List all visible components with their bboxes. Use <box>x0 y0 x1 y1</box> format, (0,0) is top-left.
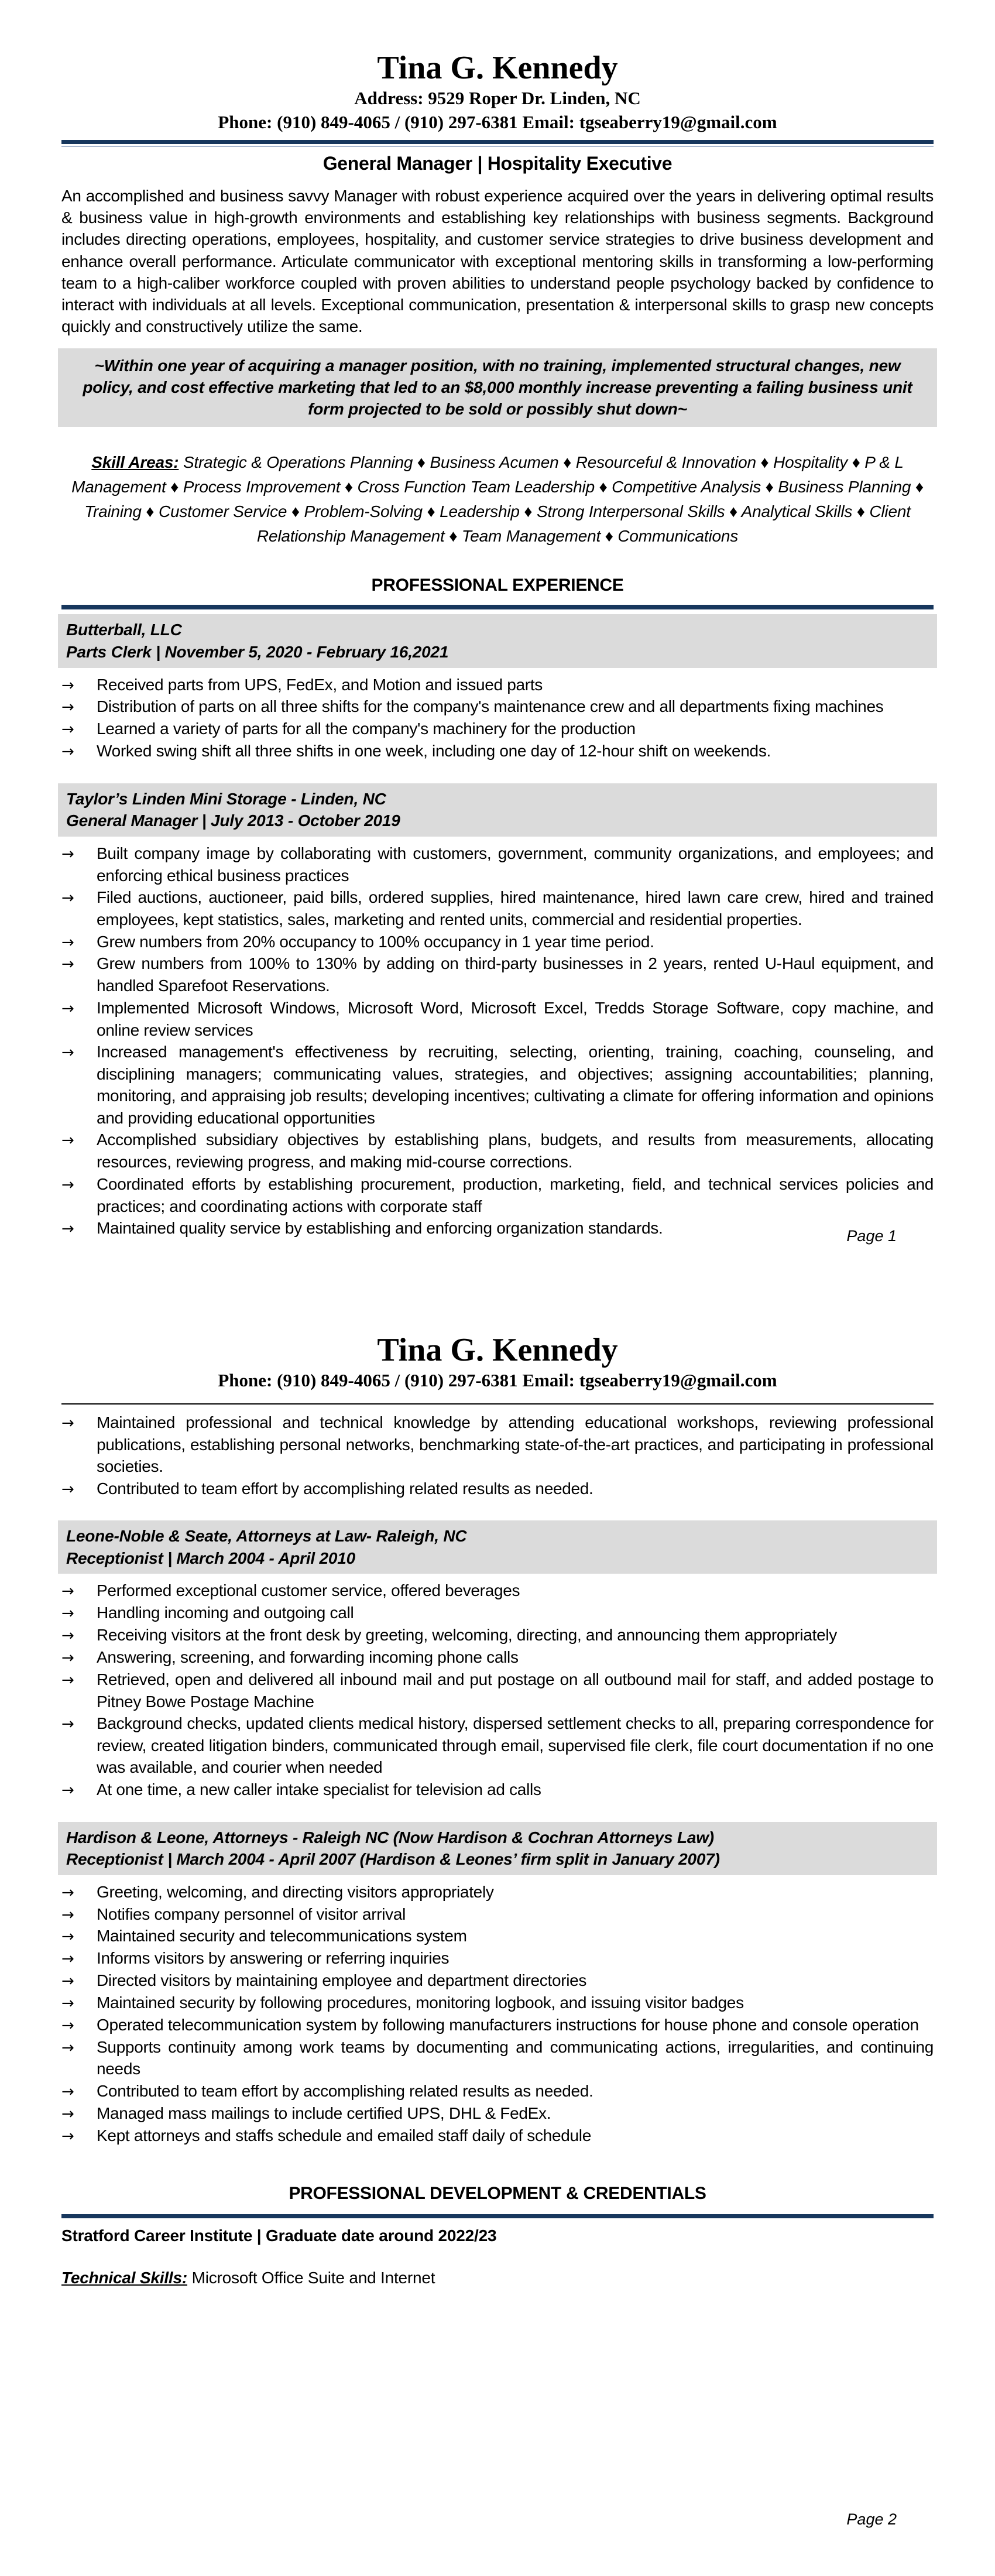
credentials-divider <box>61 2214 934 2218</box>
skills-list: Strategic & Operations Planning ♦ Business Acumen ♦ Resourceful & Innovation ♦ Hospitality ♦ P & L Management ♦ Process Improvement ♦ Cross Function Team Leadership ♦ Competitive Analysis ♦ Business Planning ♦ Training ♦ Customer Service ♦ Problem-Solving ♦ Leadership ♦ Strong Interpersonal Skills ♦ Analytical Skills ♦ Client Relationship Management ♦ Team Management ♦ Communications <box>71 453 924 546</box>
bullet-text: Received parts from UPS, FedEx, and Motion and issued parts <box>97 675 543 694</box>
bullet-text: Handling incoming and outgoing call <box>97 1604 354 1622</box>
arrow-bullet-icon: → <box>61 1414 74 1432</box>
arrow-bullet-icon: → <box>61 743 74 761</box>
bullet-text: Greeting, welcoming, and directing visitors appropriately <box>97 1882 494 1901</box>
job-header <box>58 1822 937 1875</box>
skill-areas-label: Skill Areas: <box>91 453 179 472</box>
bullet-item <box>61 997 934 1041</box>
page-1-footer: Page 1 <box>846 1227 897 1245</box>
credential-line: Stratford Career Institute | Graduate date around 2022/23 <box>61 2226 497 2245</box>
arrow-bullet-icon: → <box>61 1906 74 1924</box>
bullet-item <box>61 1712 934 1779</box>
job-role: Parts Clerk | November 5, 2020 - February 16,2021 <box>66 643 449 661</box>
page-2-header-divider <box>61 1403 934 1405</box>
bullet-item <box>61 1992 934 2014</box>
bullet-item <box>61 1646 934 1669</box>
arrow-bullet-icon: → <box>61 1671 74 1689</box>
bullet-text: Maintained security and telecommunications system <box>97 1927 467 1945</box>
technical-skills-value: Microsoft Office Suite and Internet <box>187 2269 435 2287</box>
bullet-text: Distribution of parts on all three shifts for the company's maintenance crew and all departments fixing machines <box>97 697 884 716</box>
job-bullets <box>61 674 934 762</box>
arrow-bullet-icon: → <box>61 2127 74 2145</box>
arrow-bullet-icon: → <box>61 1649 74 1667</box>
page-1-content <box>0 49 995 1239</box>
arrow-bullet-icon: → <box>61 1715 74 1734</box>
address-line: Address: 9529 Roper Dr. Linden, NC <box>354 88 641 109</box>
bullet-text: Maintained quality service by establishing and enforcing organization standards. <box>97 1219 663 1238</box>
job-section <box>61 614 934 762</box>
bullet-item <box>61 1925 934 1947</box>
bullet-text: Accomplished subsidiary objectives by establishing plans, budgets, and results from measurements, allocating resources, reviewing progress, and making mid-course corrections. <box>97 1131 934 1171</box>
carryover-bullets <box>61 1412 934 1500</box>
bullet-text: Answering, screening, and forwarding incoming phone calls <box>97 1647 519 1666</box>
job-company: Hardison & Leone, Attorneys - Raleigh NC (Now Hardison & Cochran Attorneys Law) <box>66 1828 714 1847</box>
bullet-text: Grew numbers from 20% occupancy to 100% occupancy in 1 year time period. <box>97 932 654 951</box>
arrow-bullet-icon: → <box>61 676 74 694</box>
job-role: Receptionist | March 2004 - April 2007 (Hardison & Leones’ firm split in January 2007) <box>66 1850 720 1869</box>
page-2-title: Tina G. Kennedy <box>377 1332 618 1368</box>
page-2-footer: Page 2 <box>846 2510 897 2528</box>
bullet-text: Supports continuity among work teams by documenting and communicating actions, irregularities, and continuing needs <box>97 2037 934 2078</box>
arrow-bullet-icon: → <box>61 2039 74 2057</box>
summary-paragraph: An accomplished and business savvy Manager with robust experience acquired over the years in delivering optimal results & business value in high-growth environments and establishing key relationships with business segments. Background includes directing operations, employees, hospitality, and customer service strategies to drive business development and enhance overall performance. Articulate communicator with exceptional mentoring skills in transforming a low-performing team to a high-caliber workforce coupled with proven abilities to understand people psychology backed by confidence to interact with individuals at all levels. Exceptional communication, presentation & interpersonal skills to grasp new concepts quickly and constructively utilize the same. <box>61 186 934 336</box>
arrow-bullet-icon: → <box>61 1781 74 1799</box>
bullet-text: Managed mass mailings to include certified UPS, DHL & FedEx. <box>97 2104 551 2122</box>
bullet-item <box>61 931 934 953</box>
bullet-item <box>61 1881 934 1903</box>
page-2-phone-email-line: Phone: (910) 849-4065 / (910) 297-6381 Email: tgseaberry19@gmail.com <box>218 1370 777 1391</box>
page-title: Tina G. Kennedy <box>377 50 618 86</box>
arrow-bullet-icon: → <box>61 1176 74 1194</box>
bullet-text: Contributed to team effort by accomplishing related results as needed. <box>97 1479 593 1498</box>
job-company: Butterball, LLC <box>66 621 182 639</box>
job-bullets <box>61 1580 934 1800</box>
arrow-bullet-icon: → <box>61 1950 74 1968</box>
bullet-text: Notifies company personnel of visitor arrival <box>97 1904 406 1923</box>
bullet-item <box>61 953 934 996</box>
bullet-item <box>61 1947 934 1969</box>
job-header <box>58 783 937 837</box>
bullet-item <box>61 674 934 696</box>
bullet-item <box>61 886 934 930</box>
arrow-bullet-icon: → <box>61 889 74 907</box>
arrow-bullet-icon: → <box>61 698 74 717</box>
job-header <box>58 614 937 667</box>
arrow-bullet-icon: → <box>61 933 74 951</box>
bullet-text: Learned a variety of parts for all the company's machinery for the production <box>97 720 636 738</box>
bullet-item <box>61 718 934 740</box>
job-company: Leone-Noble & Seate, Attorneys at Law- Raleigh, NC <box>66 1527 467 1546</box>
bullet-text: Background checks, updated clients medical history, dispersed settlement checks to all, preparing correspondence for review, created litigation binders, communicated through email, supervised file clerk, file court documentation if no one was available, and courier when needed <box>97 1714 934 1777</box>
bullet-item <box>61 2036 934 2080</box>
job-section <box>61 1822 934 2147</box>
job-section <box>61 1520 934 1800</box>
bullet-item <box>61 2014 934 2036</box>
bullet-item <box>61 1478 934 1500</box>
arrow-bullet-icon: → <box>61 845 74 863</box>
bullet-item <box>61 2102 934 2125</box>
arrow-bullet-icon: → <box>61 1994 74 2012</box>
technical-skills <box>61 2269 934 2287</box>
experience-heading: PROFESSIONAL EXPERIENCE <box>371 576 624 595</box>
bullet-text: Informs visitors by answering or referring inquiries <box>97 1949 450 1968</box>
arrow-bullet-icon: → <box>61 1044 74 1062</box>
job-section <box>61 783 934 1239</box>
jobs-page-2 <box>61 1520 934 2146</box>
arrow-bullet-icon: → <box>61 955 74 974</box>
bullet-item <box>61 2080 934 2102</box>
skill-areas <box>61 450 934 549</box>
job-header <box>58 1520 937 1574</box>
bullet-item <box>61 1580 934 1602</box>
bullet-item <box>61 1779 934 1801</box>
bullet-text: Receiving visitors at the front desk by greeting, welcoming, directing, and announcing them appropriately <box>97 1626 837 1645</box>
bullet-text: Retrieved, open and delivered all inbound mail and put postage on all outbound mail for staff, and added postage to Pitney Bowe Postage Machine <box>97 1670 934 1711</box>
arrow-bullet-icon: → <box>61 1605 74 1623</box>
bullet-text: Directed visitors by maintaining employee and department directories <box>97 1971 587 1990</box>
job-bullets <box>61 1881 934 2147</box>
bullet-item <box>61 1602 934 1624</box>
bullet-text: Maintained security by following procedures, monitoring logbook, and issuing visitor badges <box>97 1993 744 2012</box>
bullet-item <box>61 1969 934 1992</box>
bullet-text: Filed auctions, auctioneer, paid bills, ordered supplies, hired maintenance, hired lawn care crew, hired and trained employees, kept statistics, sales, marketing and rented units, commercial and residential properties. <box>97 888 934 929</box>
arrow-bullet-icon: → <box>61 1883 74 1902</box>
bullet-text: Implemented Microsoft Windows, Microsoft Word, Microsoft Excel, Tredds Storage Software, copy machine, and online review services <box>97 998 934 1039</box>
bullet-text: Increased management's effectiveness by recruiting, selecting, orienting, training, coaching, counseling, and disciplining managers; communicating values, strategies, and objectives; assigning accountabilities; planning, monitoring, and appraising job results; developing incentives; cultivating a climate for offering information and opinions and providing educational opportunities <box>97 1043 934 1127</box>
job-role: General Manager | July 2013 - October 2019 <box>66 811 400 830</box>
bullet-item <box>61 1173 934 1217</box>
header-divider <box>61 140 934 147</box>
technical-skills-label: Technical Skills: <box>61 2269 187 2287</box>
bullet-item <box>61 1412 934 1478</box>
experience-divider <box>61 605 934 609</box>
bullet-item <box>61 1624 934 1646</box>
bullet-item <box>61 1129 934 1173</box>
bullet-item <box>61 1217 934 1239</box>
job-role: Receptionist | March 2004 - April 2010 <box>66 1549 356 1567</box>
phone-email-line: Phone: (910) 849-4065 / (910) 297-6381 Email: tgseaberry19@gmail.com <box>218 111 777 132</box>
arrow-bullet-icon: → <box>61 1220 74 1238</box>
arrow-bullet-icon: → <box>61 1480 74 1498</box>
professional-title: General Manager | Hospitality Executive <box>322 152 673 174</box>
arrow-bullet-icon: → <box>61 1132 74 1150</box>
bullet-item <box>61 1041 934 1129</box>
bullet-text: At one time, a new caller intake specialist for television ad calls <box>97 1780 541 1799</box>
arrow-bullet-icon: → <box>61 2082 74 2101</box>
page-1 <box>0 0 995 1239</box>
arrow-bullet-icon: → <box>61 1928 74 1946</box>
bullet-text: Coordinated efforts by establishing procurement, production, marketing, field, and technical services policies and practices; and coordinating actions with corporate staff <box>97 1174 934 1215</box>
page-2 <box>0 1331 995 2287</box>
bullet-text: Built company image by collaborating with customers, government, community organizations, and employees; and enforcing ethical business practices <box>97 844 934 885</box>
arrow-bullet-icon: → <box>61 2016 74 2034</box>
bullet-item <box>61 696 934 718</box>
bullet-text: Performed exceptional customer service, offered beverages <box>97 1581 520 1600</box>
arrow-bullet-icon: → <box>61 1627 74 1645</box>
bullet-item <box>61 842 934 886</box>
arrow-bullet-icon: → <box>61 1582 74 1601</box>
bullet-text: Grew numbers from 100% to 130% by adding on third-party businesses in 2 years, rented U-Haul equipment, and handled Sparefoot Reservations. <box>97 954 934 995</box>
bullet-text: Kept attorneys and staffs schedule and emailed staff daily of schedule <box>97 2126 591 2145</box>
arrow-bullet-icon: → <box>61 999 74 1018</box>
job-company: Taylor’s Linden Mini Storage - Linden, NC <box>66 789 386 808</box>
jobs-page-1 <box>61 614 934 1239</box>
bullet-item <box>61 1669 934 1712</box>
arrow-bullet-icon: → <box>61 721 74 739</box>
arrow-bullet-icon: → <box>61 2105 74 2123</box>
bullet-item <box>61 2125 934 2147</box>
job-bullets <box>61 842 934 1239</box>
highlight-quote: ~Within one year of acquiring a manager position, with no training, implemented structural changes, new policy, and cost effective marketing that led to an $8,000 monthly increase preventing a failing business unit form projected to be sold or possibly shut down~ <box>58 348 937 427</box>
bullet-text: Contributed to team effort by accomplishing related results as needed. <box>97 2081 593 2100</box>
bullet-text: Worked swing shift all three shifts in one week, including one day of 12-hour shift on weekends. <box>97 742 771 760</box>
credentials-heading: PROFESSIONAL DEVELOPMENT & CREDENTIALS <box>289 2184 706 2204</box>
bullet-item <box>61 740 934 762</box>
bullet-text: Maintained professional and technical knowledge by attending educational workshops, reviewing professional publications, establishing personal networks, benchmarking state-of-the-art practices, and participating in professional societies. <box>97 1413 934 1476</box>
bullet-text: Operated telecommunication system by following manufacturers instructions for house phone and console operation <box>97 2015 919 2034</box>
page-2-content <box>0 1331 995 2287</box>
bullet-item <box>61 1903 934 1926</box>
arrow-bullet-icon: → <box>61 1972 74 1991</box>
